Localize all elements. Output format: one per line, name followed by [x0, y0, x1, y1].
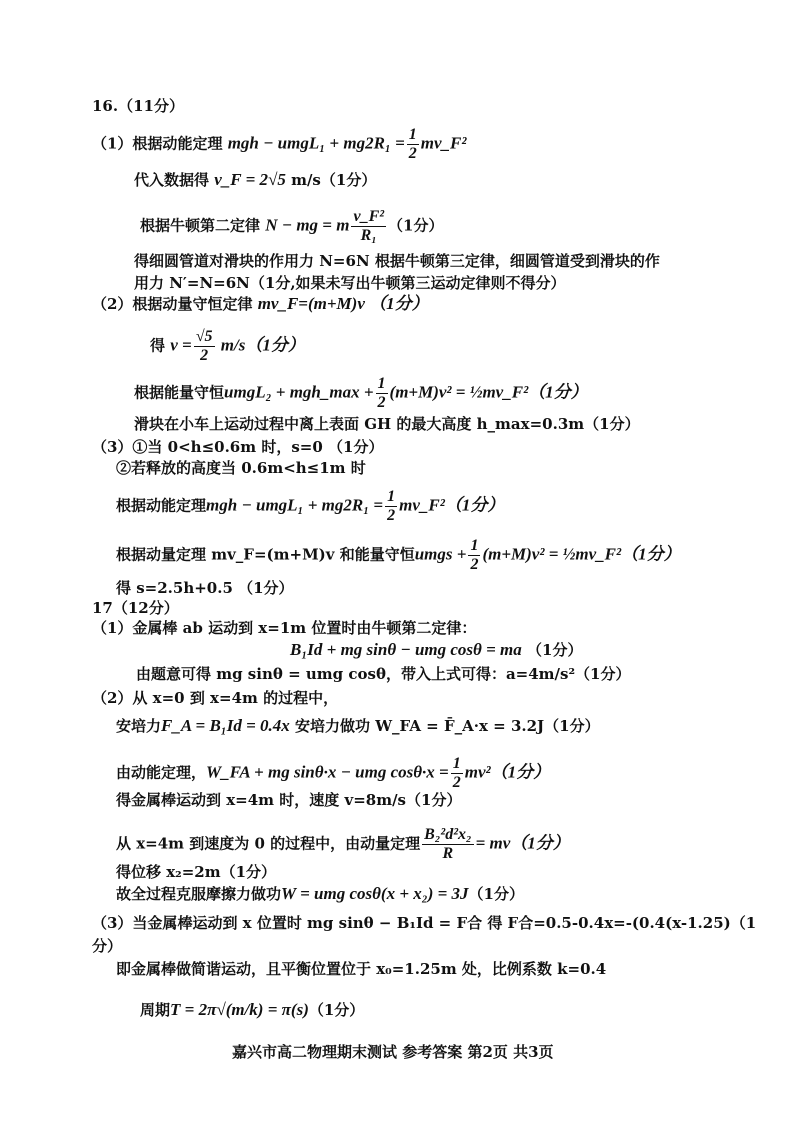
q16-3-case1: （3）①当 0<h≤0.6m 时，s=0 （1分）	[92, 438, 384, 456]
q17-3-line: （3）当金属棒运动到 x 位置时 mg sinθ − B₁Id = F合 得 F合=0.5-0.4x=-(0.4(x-1.25)（1	[92, 914, 757, 932]
q16-3-kinetic: 根据动能定理mgh − umgL₁ + mg2R₁ = $\frac{1}{2}$ mv_F²（1分）	[116, 488, 505, 524]
q17-1-accel: 由题意可得 mg sinθ = umg cosθ，带入上式可得：a=4m/s²（1分）	[136, 665, 631, 683]
q17-2-speed: 得金属棒运动到 x=4m 时，速度 v=8m/s（1分）	[116, 791, 462, 809]
q16-1-vf: 代入数据得 v_F = 2√5 m/s（1分）	[134, 170, 377, 189]
q17-3-period: 周期T = 2π√(m/k) = π(s)（1分）	[140, 1000, 365, 1019]
q16-2-v: 得 v = $\frac{√5}{2}$ m/s（1分）	[150, 328, 305, 364]
q17-title: 17（12分）	[92, 599, 179, 617]
q16-3-momentum-energy: 根据动量定理 mv_F=(m+M)v 和能量守恒umgs + $\frac{1}{2}$ (m+M)v² = ½mv_F²（1分）	[116, 537, 681, 573]
q16-3-case2: ②若释放的高度当 0.6m<h≤1m 时	[116, 459, 366, 477]
q16-1-force: 得细圆管道对滑块的作用力 N=6N 根据牛顿第三定律，细圆管道受到滑块的作	[134, 252, 660, 270]
q17-2-friction: 故全过程克服摩擦力做功W = umg cosθ(x + x₂) = 3J（1分）	[116, 884, 524, 903]
q16-title: 16.（11分）	[92, 97, 184, 115]
page-footer: 嘉兴市高二物理期末测试 参考答案 第2页 共3页	[232, 1043, 554, 1061]
q17-2-displacement: 得位移 x₂=2m（1分）	[116, 863, 277, 881]
q17-1-equation: B₁Id + mg sinθ − umg cosθ = ma （1分）	[290, 640, 583, 659]
q16-1-line: （1）根据动能定理 mgh − umgL₁ + mg2R₁ = $\frac{1}{2}$ mv_F²	[92, 126, 467, 162]
q17-3-shm: 即金属棒做简谐运动，且平衡位置位于 x₀=1.25m 处，比例系数 k=0.4	[116, 960, 607, 978]
q16-1-force-cont: 用力 N′=N=6N（1分,如果未写出牛顿第三运动定律则不得分）	[134, 274, 566, 292]
q17-2-line: （2）从 x=0 到 x=4m 的过程中，	[92, 689, 339, 707]
q16-2-momentum: （2）根据动量守恒定律 mv_F=(m+M)v （1分）	[92, 294, 429, 313]
q16-1-newton: 根据牛顿第二定律 N − mg = m $\frac{\text{v\_F²}}{\text{R₁}}$ （1分）	[140, 208, 444, 244]
q17-3-line-cont: 分）	[92, 937, 123, 955]
q16-2-energy: 根据能量守恒umgL₂ + mgh_max + $\frac{1}{2}$ (m+M)v² = ½mv_F²（1分）	[134, 375, 588, 411]
q17-2-impulse: 从 x=4m 到速度为 0 的过程中，由动量定理 $\frac{\text{B₂²d²x₂}}{R}$ = mv（1分）	[116, 826, 570, 862]
q17-2-ampere: 安培力F_A = B₁Id = 0.4x 安培力做功 W_FA = F̄_A·x = 3.2J（1分）	[116, 716, 600, 735]
q16-2-hmax: 滑块在小车上运动过程中离上表面 GH 的最大高度 h_max=0.3m（1分）	[134, 415, 640, 433]
q16-3-result: 得 s=2.5h+0.5 （1分）	[116, 579, 294, 597]
q17-2-kinetic: 由动能定理，W_FA + mg sinθ·x − umg cosθ·x = $\frac{1}{2}$ mv²（1分）	[116, 755, 551, 791]
q17-1-line: （1）金属棒 ab 运动到 x=1m 位置时由牛顿第二定律：	[92, 619, 477, 637]
